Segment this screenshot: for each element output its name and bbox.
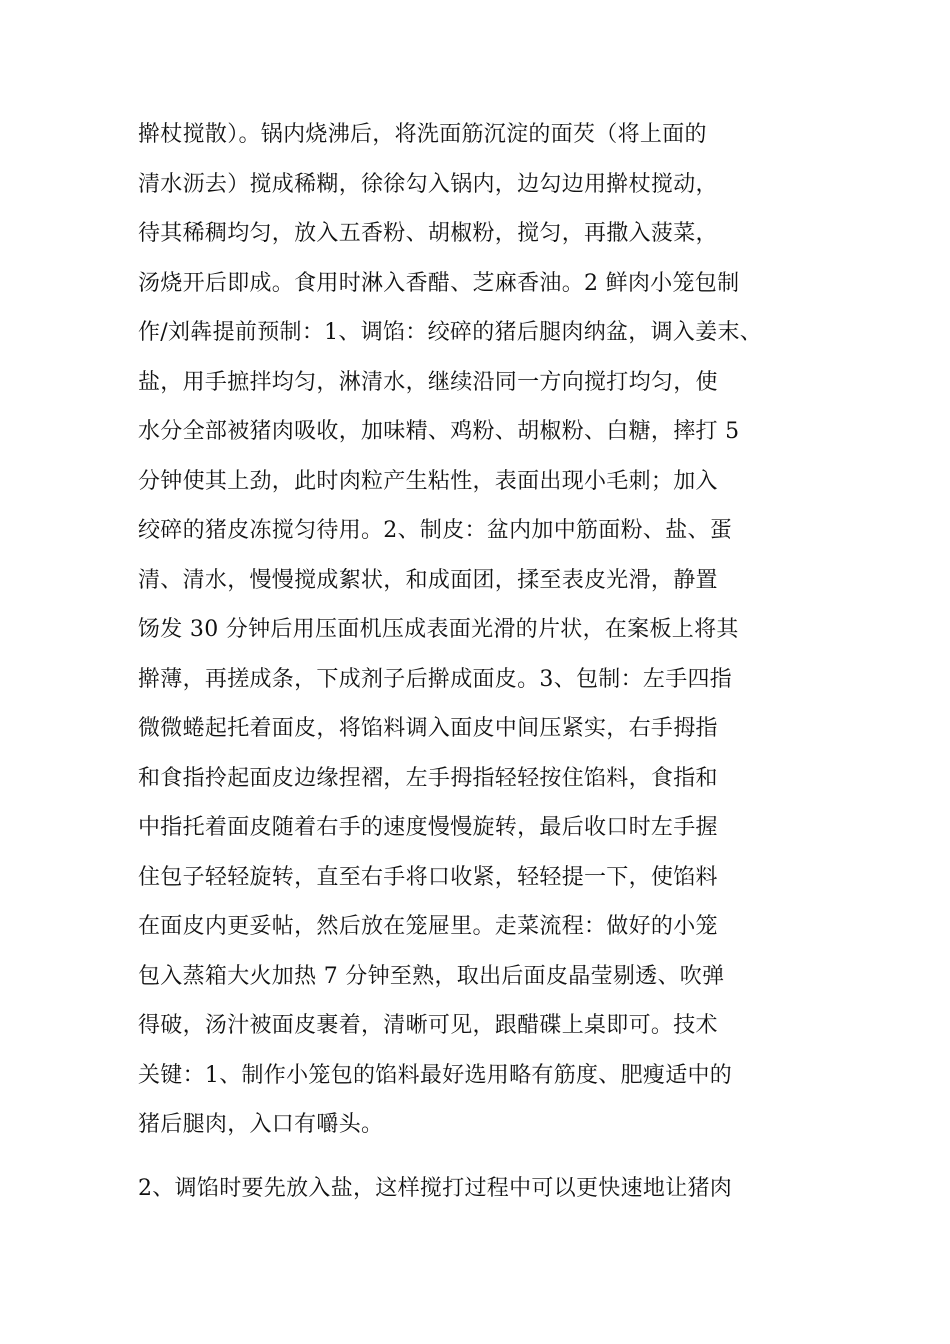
text-line: 汤烧开后即成。食用时淋入香醋、芝麻香油。2 鲜肉小笼包制 bbox=[138, 270, 740, 296]
text-line: 作/刘犇提前预制：1、调馅：绞碎的猪后腿肉纳盆，调入姜末、 bbox=[138, 320, 763, 345]
text-line: 绞碎的猪皮冻搅匀待用。2、制皮：盆内加中筋面粉、盐、蛋 bbox=[138, 518, 733, 543]
text-line: 猪后腿肉，入口有嚼头。 bbox=[138, 1112, 384, 1137]
paragraph-technique-note bbox=[138, 1164, 858, 1214]
text-line: 分钟使其上劲，此时肉粒产生粘性，表面出现小毛刺；加入 bbox=[138, 468, 718, 494]
text-line: 微微蜷起托着面皮，将馅料调入面皮中间压紧实，右手拇指 bbox=[138, 716, 718, 741]
text-line: 盐，用手摭拌均匀，淋清水，继续沿同一方向搅打均匀，使 bbox=[138, 369, 718, 395]
text-line: 和食指拎起面皮边缘捏褶，左手拇指轻轻按住馅料，食指和 bbox=[138, 765, 718, 791]
text-line: 2、调馅时要先放入盐，这样搅打过程中可以更快速地让猪肉 bbox=[138, 1176, 733, 1201]
text-line: 中指托着面皮随着右手的速度慢慢旋转，最后收口时左手握 bbox=[138, 815, 718, 840]
paragraph-recipe-body bbox=[138, 110, 858, 1150]
text-line: 在面皮内更妥帖，然后放在笼屉里。走菜流程：做好的小笼 bbox=[138, 914, 718, 939]
text-line: 擀杖搅散）。锅内烧沸后，将洗面筋沉淀的面芡（将上面的 bbox=[138, 122, 707, 147]
text-line: 包入蒸箱大火加热 7 分钟至熟，取出后面皮晶莹剔透、吹弹 bbox=[138, 963, 725, 989]
text-line: 清水沥去）搅成稀糊，徐徐勾入锅内，边勾边用擀杖搅动， bbox=[138, 171, 718, 197]
text-line: 水分全部被猪肉吸收，加味精、鸡粉、胡椒粉、白糖，摔打 5 bbox=[138, 419, 740, 444]
text-line: 清、清水，慢慢搅成絮状，和成面团，揉至表皮光滑，静置 bbox=[138, 567, 718, 593]
text-line: 得破，汤汁被面皮裹着，清晰可见，跟醋碟上桌即可。技术 bbox=[138, 1013, 718, 1038]
text-line: 关键：1、制作小笼包的馅料最好选用略有筋度、肥瘦适中的 bbox=[138, 1062, 733, 1088]
text-line: 饧发 30 分钟后用压面机压成表面光滑的片状，在案板上将其 bbox=[138, 617, 739, 642]
text-line: 待其稀稠均匀，放入五香粉、胡椒粉，搅匀，再撒入菠菜， bbox=[138, 221, 718, 246]
text-line: 擀薄，再搓成条，下成剂子后擀成面皮。3、包制：左手四指 bbox=[138, 666, 733, 692]
text-line: 住包子轻轻旋转，直至右手将口收紧，轻轻提一下，使馅料 bbox=[138, 864, 718, 890]
